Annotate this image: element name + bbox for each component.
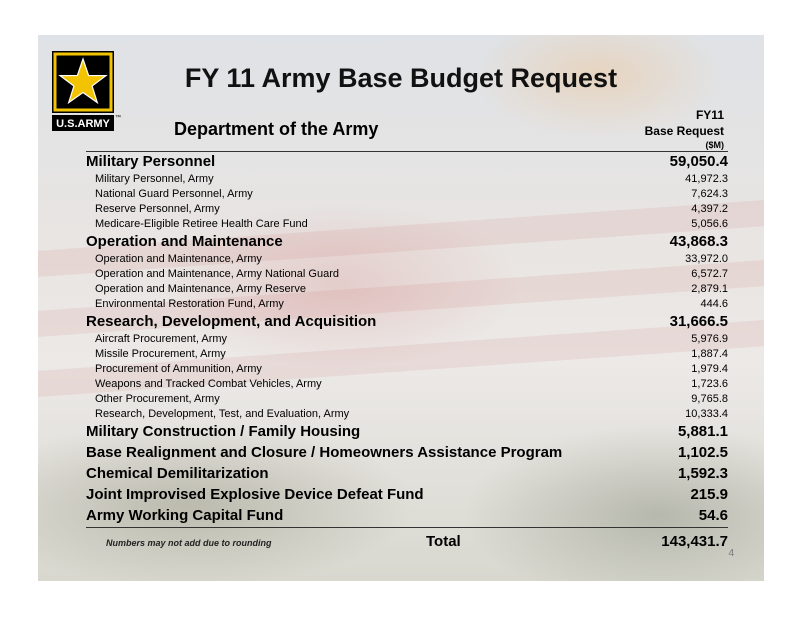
line-item-value: 1,979.4: [691, 363, 728, 375]
line-item-label: Missile Procurement, Army: [95, 348, 226, 360]
line-item-row: [86, 378, 728, 390]
line-item-value: 7,624.3: [691, 188, 728, 200]
category-value: 1,592.3: [677, 465, 728, 482]
header-divider: [86, 151, 728, 152]
category-label: Chemical Demilitarization: [86, 465, 269, 482]
line-item-label: Operation and Maintenance, Army Reserve: [95, 283, 306, 295]
logo-text: U.S.ARMY: [56, 118, 110, 130]
line-item-row: [86, 283, 728, 295]
total-label: Total: [426, 533, 461, 550]
line-item-label: Other Procurement, Army: [95, 393, 220, 405]
trademark-mark: ™: [115, 115, 121, 121]
line-item-label: Operation and Maintenance, Army National Guard: [95, 268, 339, 280]
line-item-label: Aircraft Procurement, Army: [95, 333, 228, 345]
line-item-value: 41,972.3: [685, 173, 728, 185]
line-item-row: [86, 333, 728, 345]
line-item-row: [86, 408, 728, 420]
line-item-row: [86, 188, 728, 200]
category-row: [86, 507, 728, 524]
line-item-row: [86, 203, 728, 215]
line-item-row: [86, 363, 728, 375]
line-item-label: National Guard Personnel, Army: [95, 188, 253, 200]
line-item-label: Procurement of Ammunition, Army: [95, 363, 262, 375]
line-item-row: [86, 268, 728, 280]
category-row: [86, 465, 728, 482]
department-subtitle: Department of the Army: [174, 119, 379, 139]
line-item-label: Weapons and Tracked Combat Vehicles, Army: [95, 378, 322, 390]
category-value: 43,868.3: [669, 233, 728, 250]
category-label: Research, Development, and Acquisition: [86, 313, 377, 330]
line-item-value: 5,976.9: [691, 333, 728, 345]
total-value: 143,431.7: [661, 533, 728, 550]
slide: [38, 35, 764, 581]
column-header: [645, 107, 724, 151]
line-item-value: 1,723.6: [691, 378, 728, 390]
line-item-value: 6,572.7: [691, 268, 728, 280]
category-row: [86, 486, 728, 503]
category-value: 59,050.4: [669, 153, 728, 170]
category-label: Base Realignment and Closure / Homeowners Assistance Program: [86, 444, 563, 461]
category-row: [86, 423, 728, 440]
line-item-value: 4,397.2: [691, 203, 728, 215]
line-item-row: [86, 173, 728, 185]
line-item-row: [86, 218, 728, 230]
page-number: 4: [728, 548, 734, 559]
column-header-label: Base Request: [644, 124, 724, 138]
category-label: Joint Improvised Explosive Device Defeat Fund: [86, 486, 424, 503]
line-item-row: [86, 253, 728, 265]
category-row: [86, 153, 728, 170]
category-value: 1,102.5: [677, 444, 728, 461]
category-label: Operation and Maintenance: [86, 233, 283, 250]
category-label: Military Construction / Family Housing: [86, 423, 361, 440]
category-row: [86, 233, 728, 250]
line-item-label: Research, Development, Test, and Evaluation, Army: [95, 408, 350, 420]
line-item-row: [86, 393, 728, 405]
category-label: Army Working Capital Fund: [86, 507, 284, 524]
line-item-value: 33,972.0: [685, 253, 728, 265]
category-label: Military Personnel: [86, 153, 216, 170]
line-item-label: Military Personnel, Army: [95, 173, 214, 185]
category-value: 54.6: [698, 507, 728, 524]
line-item-value: 5,056.6: [691, 218, 728, 230]
page-title: FY 11 Army Base Budget Request: [184, 63, 618, 93]
line-item-value: 2,879.1: [691, 283, 728, 295]
category-value: 31,666.5: [669, 313, 728, 330]
category-row: [86, 313, 728, 330]
line-item-value: 9,765.8: [691, 393, 728, 405]
line-item-value: 1,887.4: [691, 348, 728, 360]
line-item-value: 10,333.4: [685, 408, 728, 420]
line-item-label: Medicare-Eligible Retiree Health Care Fund: [95, 218, 308, 230]
line-item-row: [86, 298, 728, 310]
line-item-label: Environmental Restoration Fund, Army: [95, 298, 284, 310]
line-item-label: Reserve Personnel, Army: [95, 203, 220, 215]
line-item-row: [86, 348, 728, 360]
category-value: 215.9: [690, 486, 728, 503]
category-value: 5,881.1: [677, 423, 728, 440]
line-item-value: 444.6: [700, 298, 728, 310]
category-row: [86, 444, 728, 461]
total-divider: [86, 527, 728, 528]
column-header-unit: ($M): [705, 140, 724, 150]
rounding-footnote: Numbers may not add due to rounding: [106, 538, 272, 548]
line-item-label: Operation and Maintenance, Army: [95, 253, 262, 265]
column-header-year: FY11: [695, 108, 724, 122]
